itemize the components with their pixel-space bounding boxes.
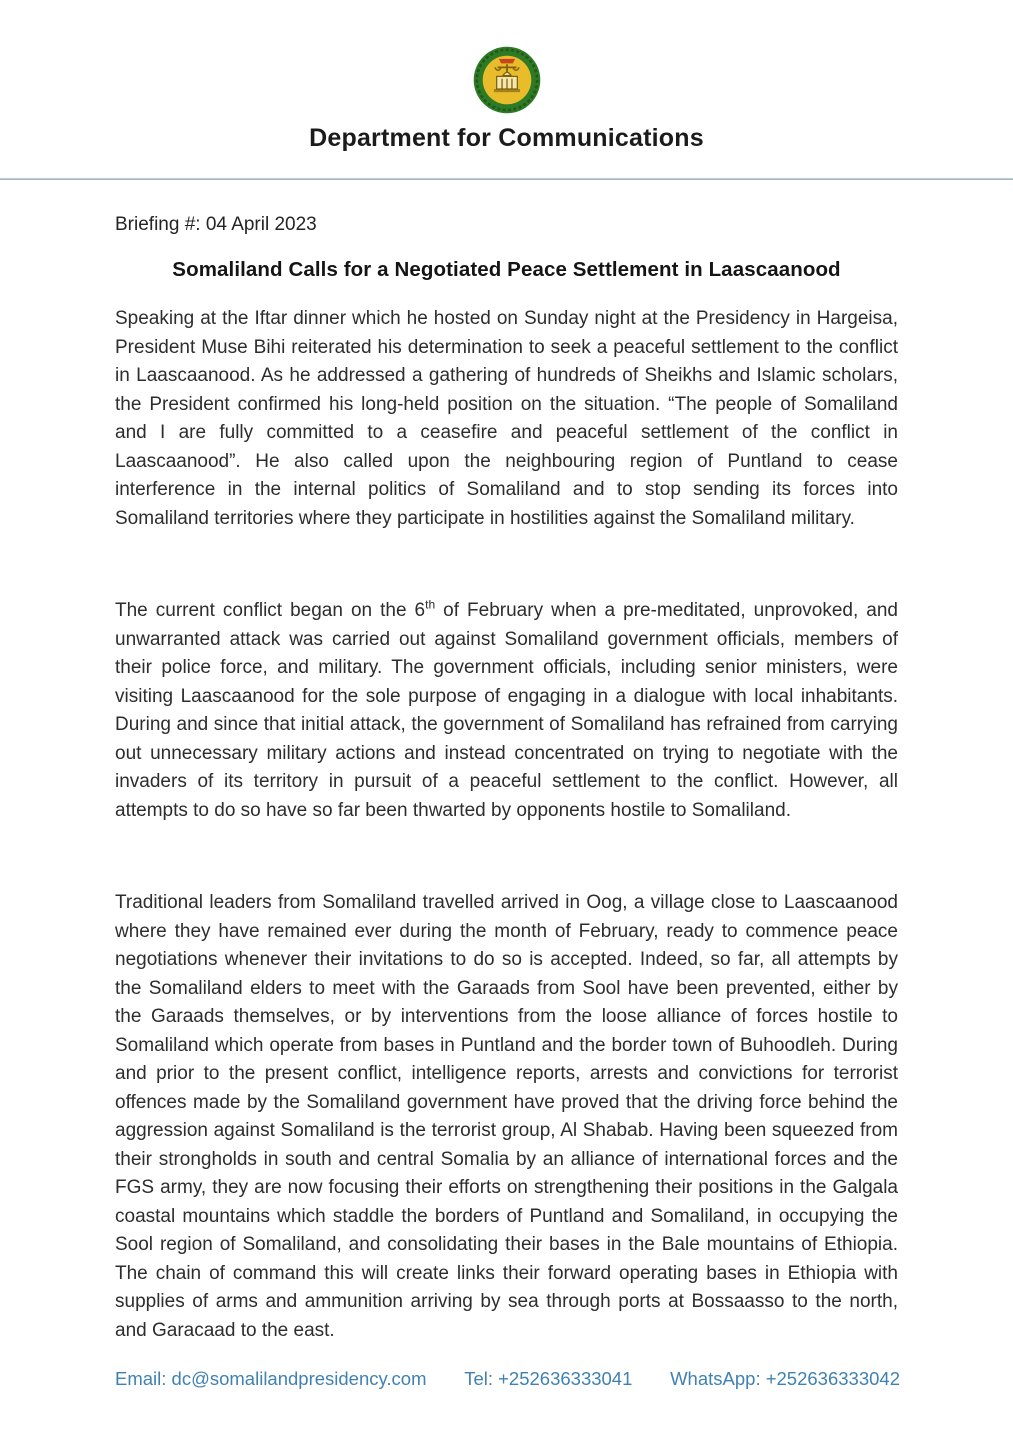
paragraph-2-text-before: The current conflict began on the 6 <box>115 600 426 621</box>
contact-tel: Tel: +252636333041 <box>464 1368 633 1389</box>
document-body <box>0 214 1013 1345</box>
document-title: Somaliland Calls for a Negotiated Peace Settlement in Laascaanood <box>172 258 841 281</box>
header-divider <box>0 178 1013 180</box>
paragraph-3: Traditional leaders from Somaliland travelled arrived in Oog, a village close to Laascaanood where they have remained ever during the month of February, ready to commence peace negotiations whenever their invitations to do so is accepted. Indeed, so far, all attempts by the Somaliland elders to meet with the Garaads from Sool have been prevented, either by the Garaads themselves, or by interventions from the loose alliance of forces hostile to Somaliland which operate from bases in Puntland and the border town of Buhoodleh. During and prior to the present conflict, intelligence reports, arrests and convictions for terrorist offences made by the Somaliland government have proved that the driving force behind the aggression against Somaliland is the terrorist group, Al Shabab. Having been squeezed from their strongholds in south and central Somalia by an alliance of international forces and the FGS army, they are now focusing their efforts on strengthening their positions in the Galgala coastal mountains which staddle the borders of Puntland and Somaliland, in occupying the Sool region of Somaliland, and consolidating their bases in the Bale mountains of Ethiopia. The chain of command this will create links their forward operating bases in Ethiopia with supplies of arms and ammunition arriving by sea through ports at Bossaasso to the north, and Garacaad to the east. <box>115 892 898 1341</box>
header-logo-container <box>0 0 1013 116</box>
org-title: Department for Communications <box>309 124 704 152</box>
paragraph-1: Speaking at the Iftar dinner which he hosted on Sunday night at the Presidency in Hargeisa, President Muse Bihi reiterated his determination to seek a peaceful settlement to the conflict in Laascaanood. As he addressed a gathering of hundreds of Sheikhs and Islamic scholars, the President confirmed his long-held position on the situation. “The people of Somaliland and I are fully committed to a ceasefire and peaceful settlement of the conflict in Laascaanood”. He also called upon the neighbouring region of Puntland to cease interference in the internal politics of Somaliland and to stop sending its forces into Somaliland territories where they participate in hostilities against the Somaliland military. <box>115 308 898 529</box>
briefing-number: Briefing #: 04 April 2023 <box>115 214 317 235</box>
somaliland-emblem-logo <box>471 44 543 116</box>
paragraph-2 <box>115 597 898 825</box>
contact-footer <box>115 1368 900 1390</box>
ordinal-superscript: th <box>425 597 436 612</box>
contact-whatsapp: WhatsApp: +252636333042 <box>670 1368 900 1389</box>
paragraph-2-text-after: of February when a pre-meditated, unprovoked, and unwarranted attack was carried out against Somaliland government officials, members of their police force, and military. The government officials, including senior ministers, were visiting Laascaanood for the sole purpose of engaging in a dialogue with local inhabitants. During and since that initial attack, the government of Somaliland has refrained from carrying out unnecessary military actions and instead concentrated on trying to negotiate with the invaders of its territory in pursuit of a peaceful settlement to the conflict. However, all attempts to do so have so far been thwarted by opponents hostile to Somaliland. <box>115 600 898 821</box>
contact-email: Email: dc@somalilandpresidency.com <box>115 1368 427 1389</box>
